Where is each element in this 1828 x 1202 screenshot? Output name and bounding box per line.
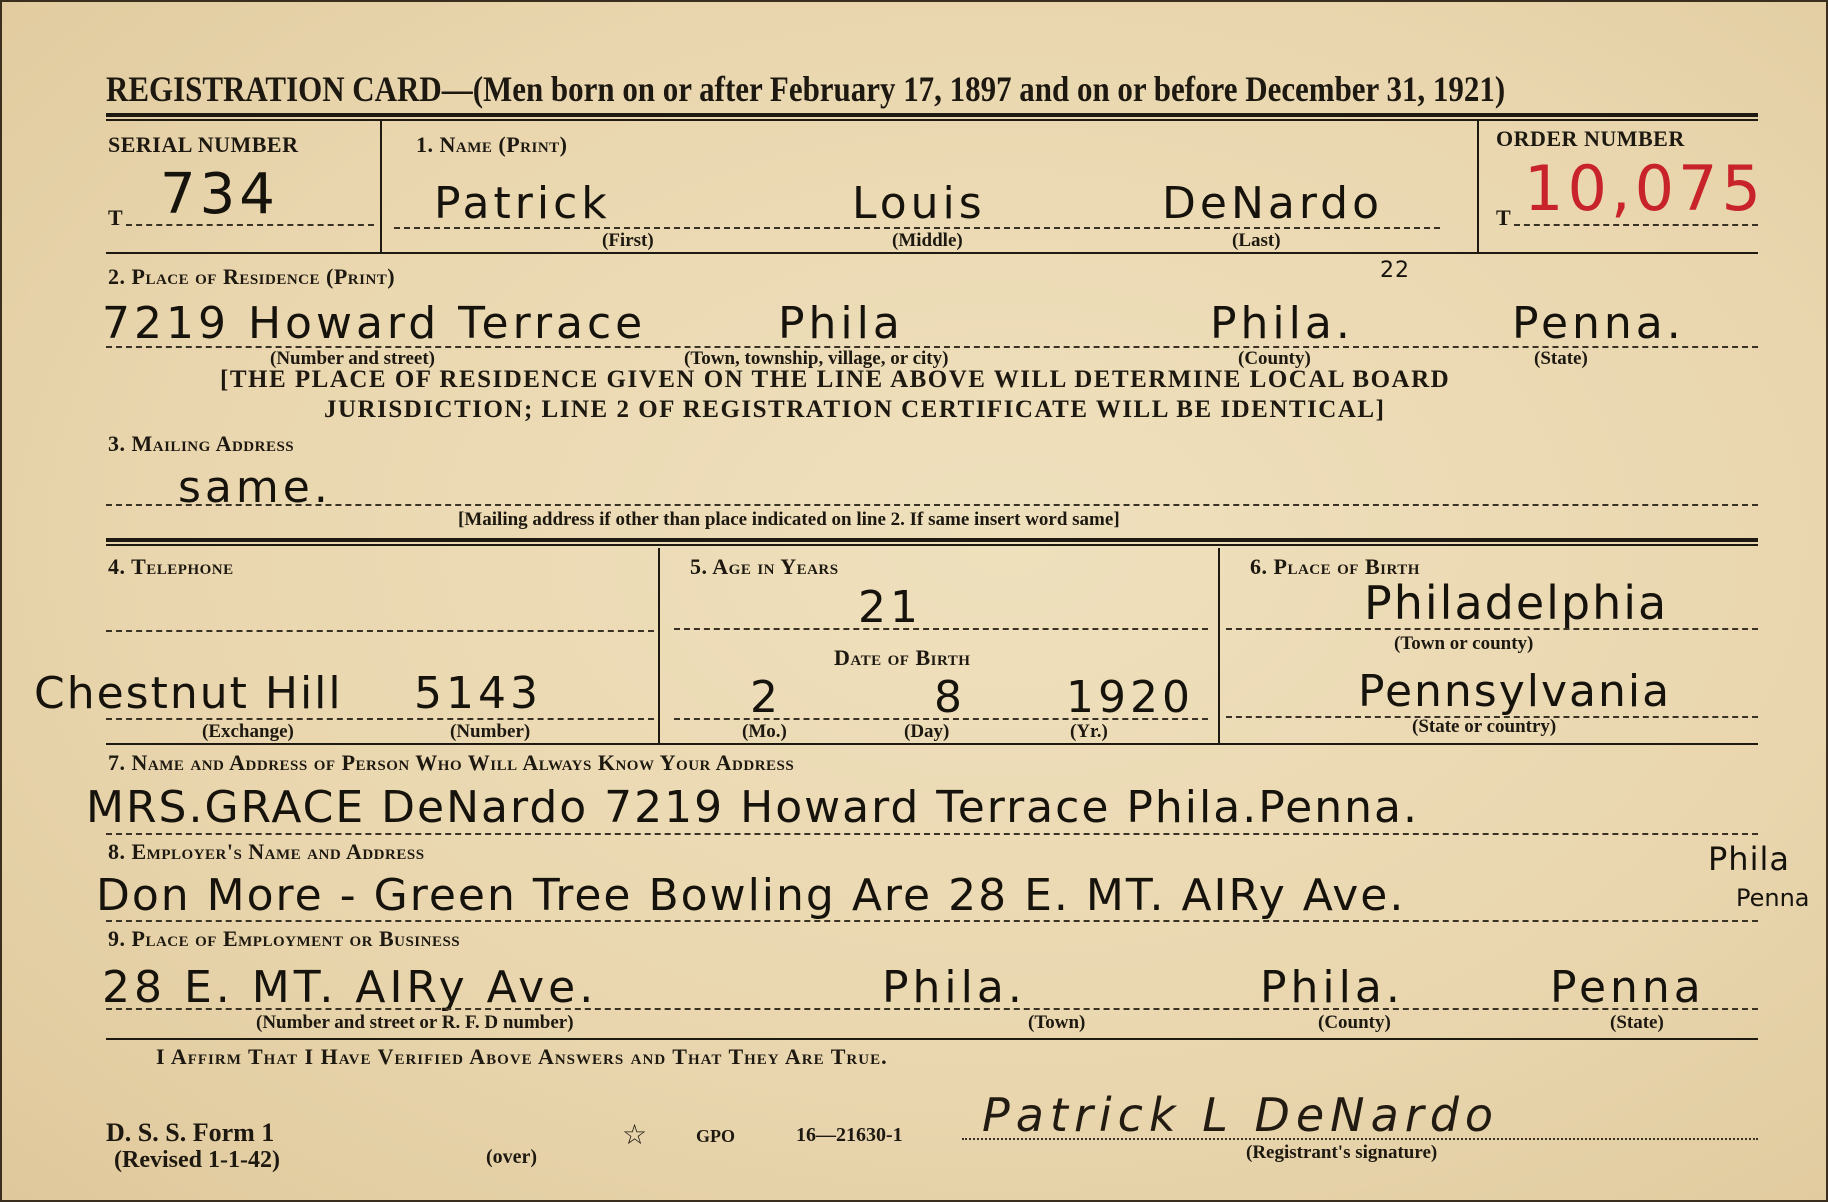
employer-annotation-top: Phila — [1708, 840, 1790, 878]
mailing-label: 3. Mailing Address — [108, 431, 295, 456]
telephone-number: 5143 — [414, 668, 542, 719]
dob-month-caption: (Mo.) — [742, 721, 787, 742]
residence-annotation: 22 — [1380, 258, 1410, 283]
star-icon: ☆ — [622, 1120, 648, 1151]
serial-prefix: T — [108, 205, 123, 230]
order-number-label: ORDER NUMBER — [1496, 126, 1685, 151]
telephone-exchange-caption: (Exchange) — [202, 721, 294, 742]
employment-county: Phila. — [1260, 962, 1404, 1013]
birthplace-label: 6. Place of Birth — [1250, 554, 1420, 579]
employment-state-caption: (State) — [1610, 1012, 1664, 1033]
serial-number-label: SERIAL NUMBER — [108, 132, 299, 157]
contact-label: 7. Name and Address of Person Who Will Always Know Your Address — [108, 750, 795, 775]
gpo-label: GPO — [696, 1126, 735, 1146]
mailing-caption: [Mailing address if other than place indicated on line 2. If same insert word same] — [458, 509, 1120, 530]
residence-county: Phila. — [1210, 298, 1354, 349]
name-middle: Louis — [852, 178, 986, 229]
dob-day: 8 — [934, 672, 966, 723]
employer-annotation-tail: Penna — [1736, 884, 1810, 912]
telephone-exchange: Chestnut Hill — [34, 668, 343, 719]
top-rule — [106, 113, 1758, 117]
name-middle-caption: (Middle) — [892, 230, 963, 251]
employer-label: 8. Employer's Name and Address — [108, 839, 425, 864]
dob-label: Date of Birth — [834, 645, 971, 670]
residence-state: Penna. — [1512, 298, 1685, 349]
telephone-number-caption: (Number) — [450, 721, 531, 742]
name-first-caption: (First) — [602, 230, 654, 251]
contact-value: MRS.GRACE DeNardo 7219 Howard Terrace Phila.Penna. — [86, 782, 1419, 833]
dob-day-caption: (Day) — [904, 721, 950, 742]
dob-year: 1920 — [1066, 672, 1194, 723]
dob-year-caption: (Yr.) — [1070, 721, 1108, 742]
residence-notice-line2: JURISDICTION; LINE 2 OF REGISTRATION CERTIFICATE WILL BE IDENTICAL] — [324, 396, 1386, 423]
employment-town: Phila. — [882, 962, 1026, 1013]
residence-street-caption: (Number and street) — [270, 348, 435, 369]
telephone-label: 4. Telephone — [108, 554, 234, 579]
dob-month: 2 — [750, 672, 782, 723]
name-last: DeNardo — [1162, 178, 1383, 229]
employment-street-caption: (Number and street or R. F. D number) — [256, 1012, 574, 1033]
employment-town-caption: (Town) — [1028, 1012, 1086, 1033]
residence-street: 7219 Howard Terrace — [102, 298, 647, 349]
age-label: 5. Age in Years — [690, 554, 839, 579]
employment-state: Penna — [1550, 962, 1705, 1013]
residence-notice-line1: [THE PLACE OF RESIDENCE GIVEN ON THE LINE ABOVE WILL DETERMINE LOCAL BOARD — [220, 366, 1451, 393]
age-value: 21 — [858, 582, 922, 633]
birthplace-town-caption: (Town or county) — [1394, 633, 1534, 654]
residence-county-caption: (County) — [1238, 348, 1311, 369]
card-title: REGISTRATION CARD—(Men born on or after February 17, 1897 and on or before December 31, 1921) — [106, 69, 1506, 109]
birthplace-state: Pennsylvania — [1358, 666, 1672, 717]
form-number: D. S. S. Form 1 — [106, 1118, 275, 1147]
affirmation-text: I Affirm That I Have Verified Above Answers and That They Are True. — [156, 1044, 888, 1069]
signature-caption: (Registrant's signature) — [1246, 1142, 1438, 1163]
mailing-value: same. — [178, 462, 332, 513]
registrant-signature: Patrick L DeNardo — [982, 1088, 1500, 1142]
birthplace-state-caption: (State or country) — [1412, 716, 1557, 737]
residence-label: 2. Place of Residence (Print) — [108, 264, 396, 289]
print-code: 16—21630-1 — [796, 1124, 903, 1146]
order-number-value: 10,075 — [1524, 152, 1765, 225]
birthplace-town: Philadelphia — [1364, 576, 1669, 630]
name-first: Patrick — [434, 178, 611, 229]
employment-county-caption: (County) — [1318, 1012, 1391, 1033]
order-prefix: T — [1496, 205, 1511, 230]
residence-state-caption: (State) — [1534, 348, 1588, 369]
employment-label: 9. Place of Employment or Business — [108, 926, 461, 951]
employer-value: Don More - Green Tree Bowling Are 28 E. MT. AIRy Ave. — [96, 870, 1406, 921]
form-revised: (Revised 1-1-42) — [114, 1147, 280, 1173]
over-label: (over) — [486, 1146, 538, 1168]
residence-town-caption: (Town, township, village, or city) — [684, 348, 949, 369]
employment-street: 28 E. MT. AIRy Ave. — [102, 962, 598, 1013]
serial-number-value: 734 — [160, 162, 279, 227]
name-label: 1. Name (Print) — [416, 132, 568, 157]
name-last-caption: (Last) — [1232, 230, 1281, 251]
residence-town: Phila — [778, 298, 904, 349]
top-rule-thin — [106, 119, 1758, 121]
